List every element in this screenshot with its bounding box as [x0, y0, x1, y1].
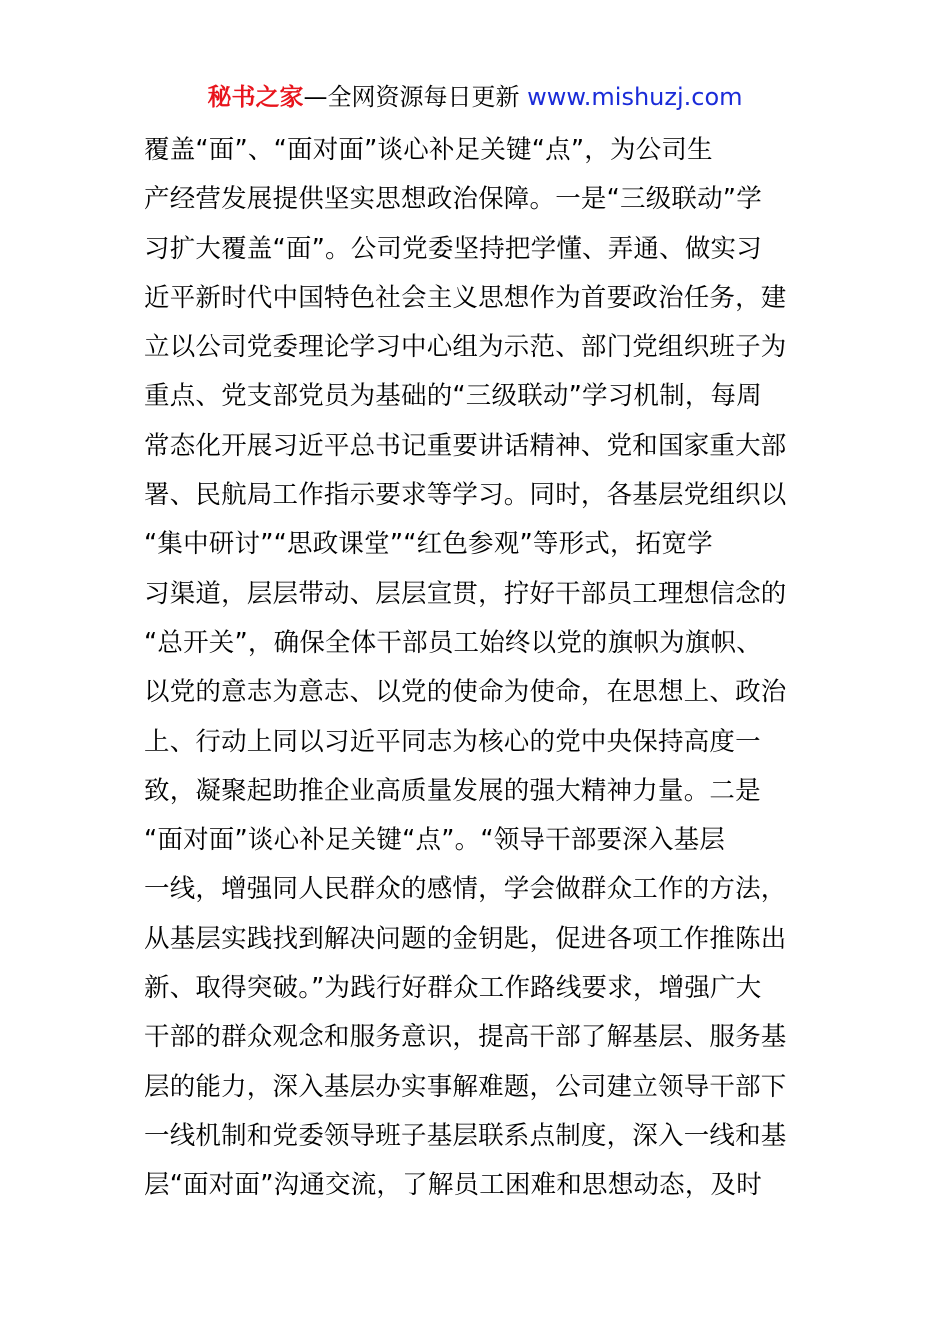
header-slogan: —全网资源每日更新 — [303, 83, 528, 111]
text-line: “集中研讨”“思政课堂”“红色参观”等形式，拓宽学 — [144, 529, 713, 560]
text-line: 致，凝聚起助推企业高质量发展的强大精神力量。二是 — [144, 775, 761, 806]
text-line: 一线，增强同人民群众的感情，学会做群众工作的方法， — [144, 874, 787, 905]
text-line: 从基层实践找到解决问题的金钥匙，促进各项工作推陈出 — [144, 923, 787, 954]
page-header — [0, 80, 950, 114]
text-line: 近平新时代中国特色社会主义思想作为首要政治任务，建 — [144, 282, 787, 313]
body-paragraph — [144, 126, 814, 1211]
text-line: 新、取得突破。”为践行好群众工作路线要求，增强广大 — [144, 973, 762, 1004]
text-line: “面对面”谈心补足关键“点”。“领导干部要深入基层 — [144, 825, 726, 856]
text-line: 常态化开展习近平总书记重要讲话精神、党和国家重大部 — [144, 430, 787, 461]
text-line: 一线机制和党委领导班子基层联系点制度，深入一线和基 — [144, 1120, 787, 1151]
text-line: 立以公司党委理论学习中心组为示范、部门党组织班子为 — [144, 332, 787, 363]
text-line: 覆盖“面”、“面对面”谈心补足关键“点”，为公司生 — [144, 135, 713, 165]
text-line: 层“面对面”沟通交流，了解员工困难和思想动态，及时 — [144, 1170, 762, 1201]
text-line: 层的能力，深入基层办实事解难题，公司建立领导干部下 — [144, 1071, 787, 1102]
text-line: 习渠道，层层带动、层层宣贯，拧好干部员工理想信念的 — [144, 578, 787, 609]
website-link[interactable]: www.mishuzj.com — [527, 83, 743, 111]
text-line: 上、行动上同以习近平同志为核心的党中央保持高度一 — [144, 726, 761, 757]
text-line: 以党的意志为意志、以党的使命为使命，在思想上、政治 — [144, 677, 787, 708]
text-line: 习扩大覆盖“面”。公司党委坚持把学懂、弄通、做实习 — [144, 233, 762, 264]
text-line: “总开关”，确保全体干部员工始终以党的旗帜为旗帜、 — [144, 627, 762, 658]
text-line: 产经营发展提供坚实思想政治保障。一是“三级联动”学 — [144, 184, 762, 215]
text-line: 署、民航局工作指示要求等学习。同时，各基层党组织以 — [144, 480, 787, 511]
text-line: 干部的群众观念和服务意识，提高干部了解基层、服务基 — [144, 1022, 787, 1053]
brand-name: 秘书之家 — [207, 83, 304, 111]
text-line: 重点、党支部党员为基础的“三级联动”学习机制，每周 — [144, 381, 762, 412]
